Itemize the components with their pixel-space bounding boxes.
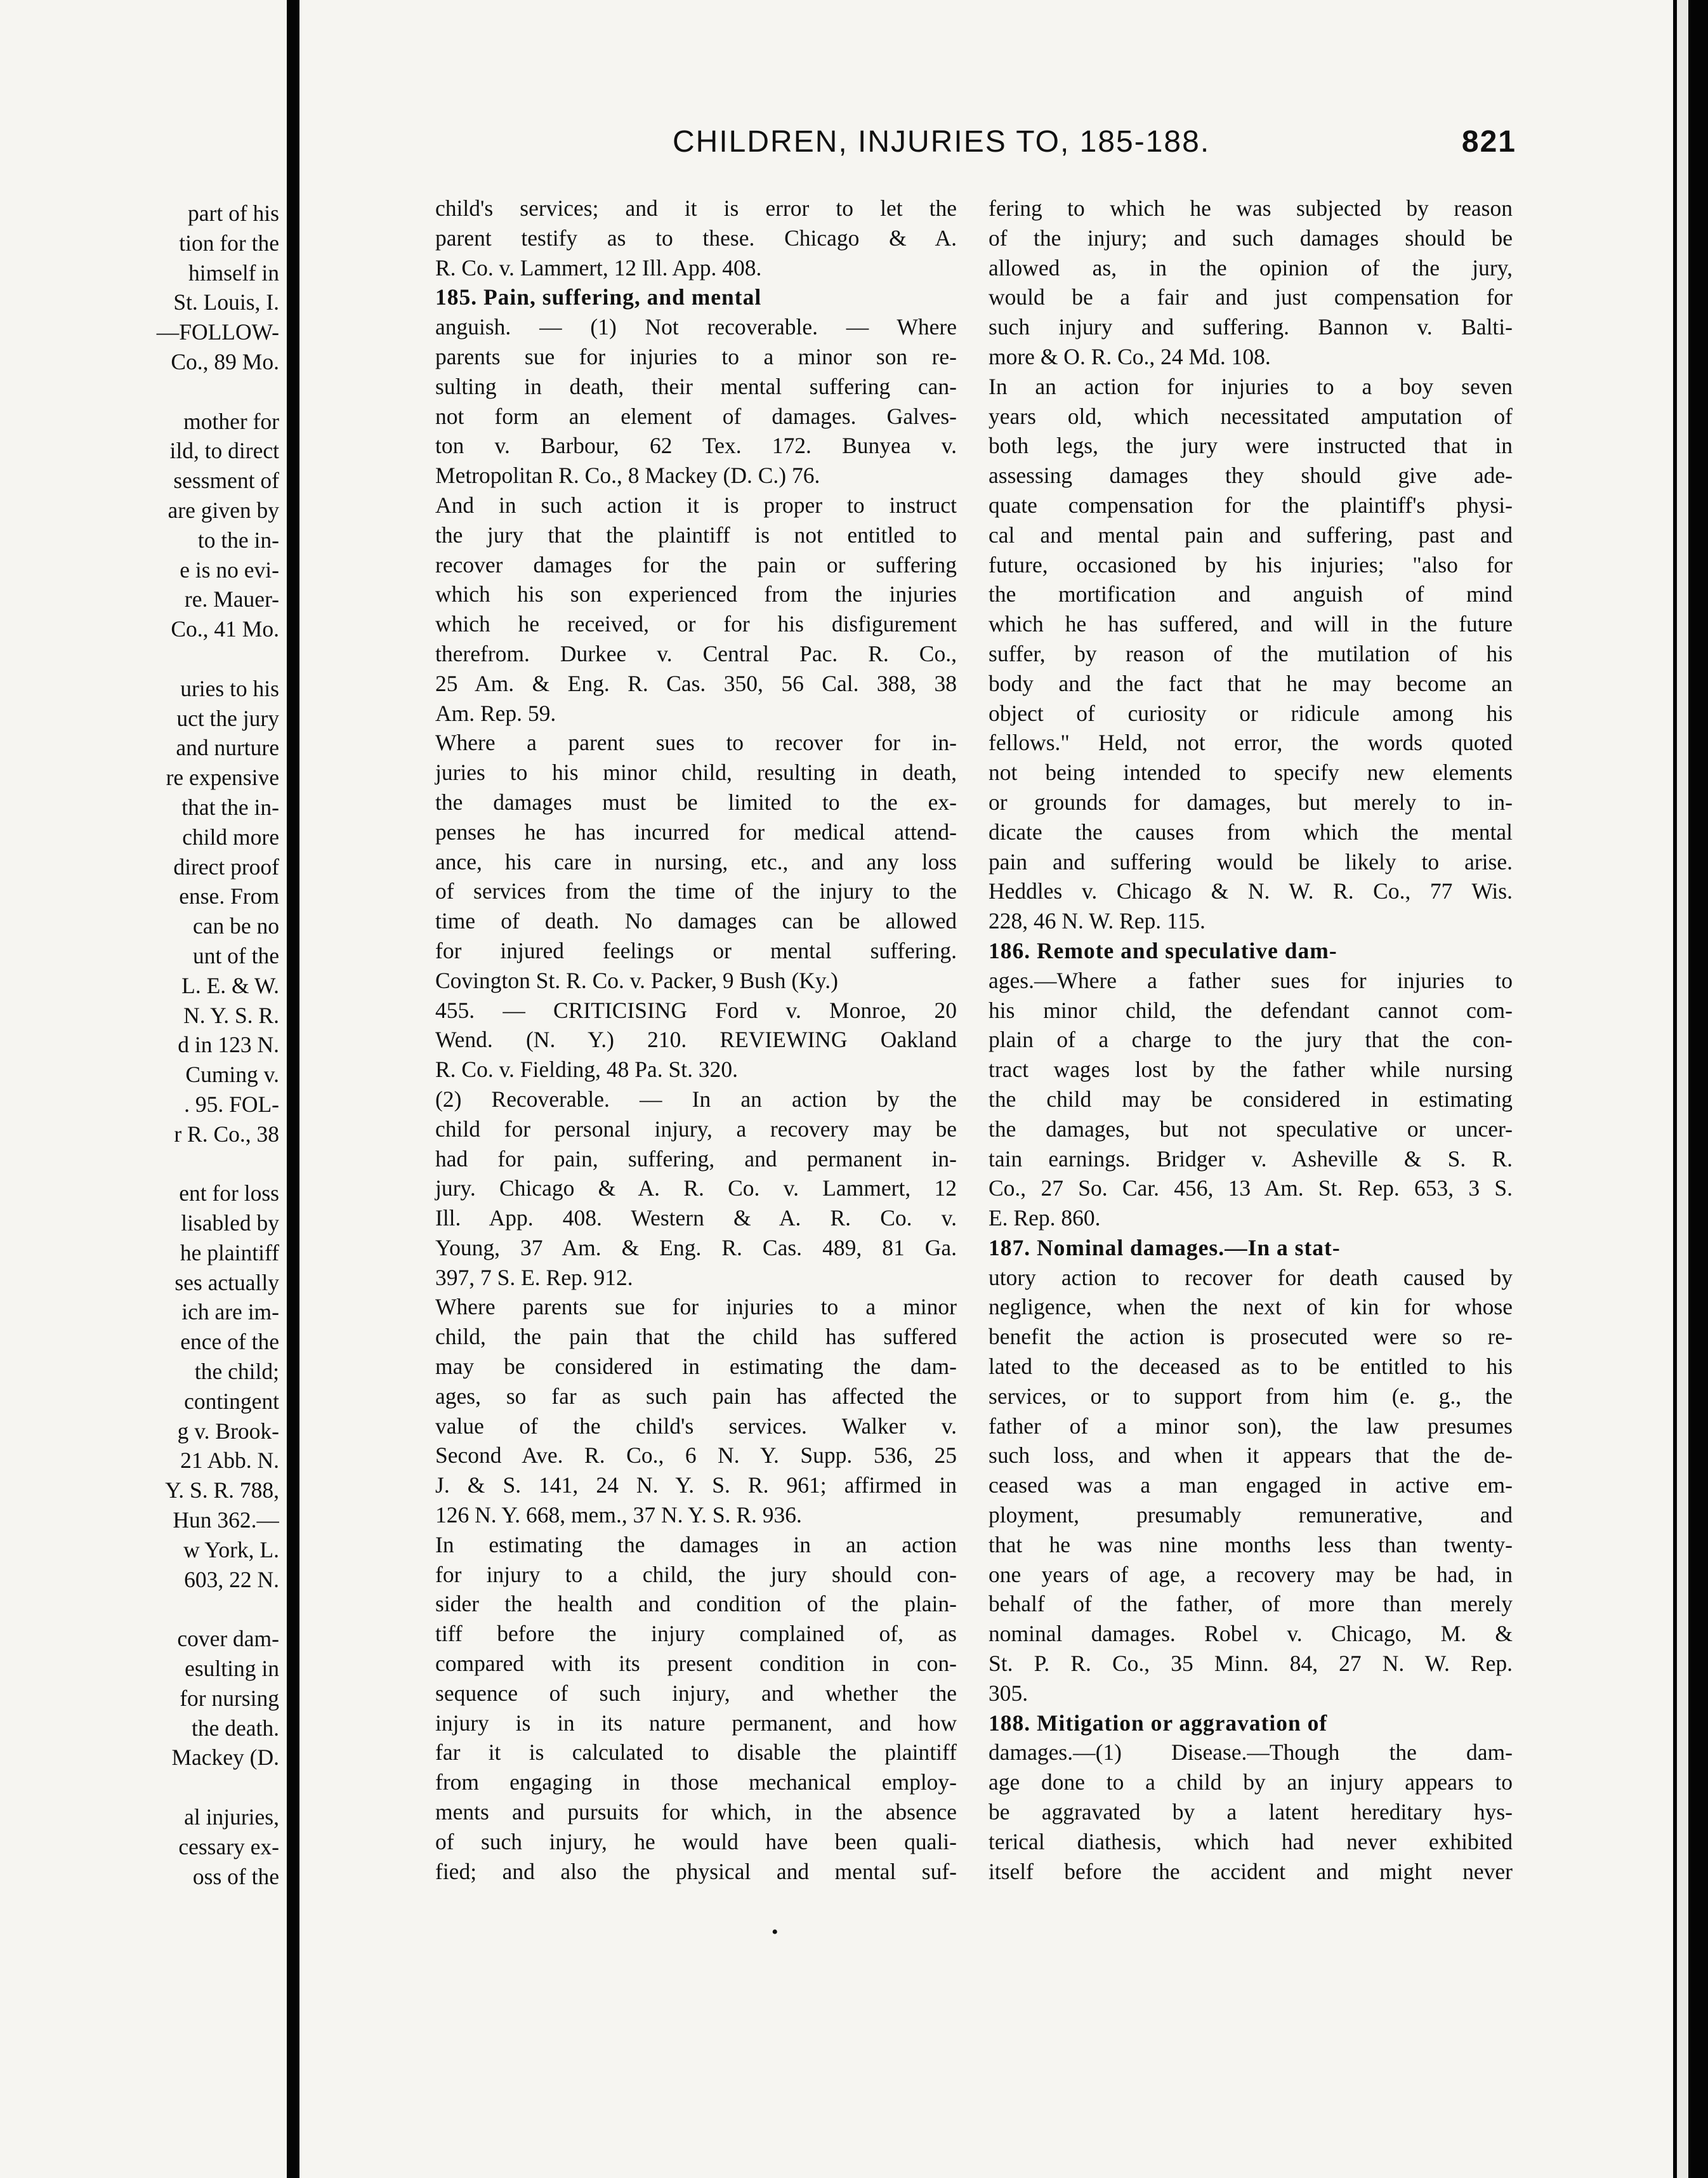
- text-line: E. Rep. 860.: [989, 1205, 1101, 1231]
- fragment-line: for nursing: [180, 1685, 279, 1711]
- text-line: parent testify as to these. Chicago & A.: [435, 225, 957, 251]
- text-line: tain earnings. Bridger v. Asheville & S. R.: [989, 1145, 1513, 1172]
- fragment-line: [0, 377, 279, 407]
- text-line: or grounds for damages, but merely to in-: [989, 789, 1513, 815]
- text-line: In an action for injuries to a boy seven: [989, 373, 1513, 399]
- text-line: for injury to a child, the jury should con-: [435, 1561, 957, 1587]
- text-line: compared with its present condition in con-: [435, 1651, 957, 1677]
- text-line: child, the pain that the child has suffered: [435, 1324, 957, 1350]
- text-line: be aggravated by a latent hereditary hys-: [989, 1799, 1513, 1825]
- text-line: not being intended to specify new elements: [989, 760, 1513, 786]
- text-line: fellows." Held, not error, the words quoted: [989, 730, 1513, 756]
- text-line: years old, which necessitated amputation of: [989, 403, 1513, 429]
- text-line: quate compensation for the plaintiff's physi-: [989, 492, 1513, 518]
- text-line: not form an element of damages. Galves-: [435, 403, 957, 429]
- text-line: which he has suffered, and will in the future: [989, 611, 1513, 637]
- text-line: behalf of the father, of more than merely: [989, 1591, 1513, 1617]
- fragment-line: contingent: [184, 1388, 279, 1414]
- text-line: Metropolitan R. Co., 8 Mackey (D. C.) 76.: [435, 463, 820, 489]
- text-line: Am. Rep. 59.: [435, 700, 556, 726]
- text-line: ments and pursuits for which, in the absence: [435, 1799, 957, 1825]
- text-line: Wend. (N. Y.) 210. REVIEWING Oakland: [435, 1027, 957, 1053]
- text-line: the damages, but not speculative or uncer-: [989, 1116, 1513, 1142]
- fragment-line: unt of the: [192, 942, 279, 968]
- fragment-line: uct the jury: [176, 705, 279, 731]
- text-line: lated to the deceased as to be entitled to his: [989, 1354, 1513, 1380]
- text-line: the mortification and anguish of mind: [989, 581, 1513, 607]
- text-line: In estimating the damages in an action: [435, 1531, 957, 1557]
- text-line: Young, 37 Am. & Eng. R. Cas. 489, 81 Ga.: [435, 1234, 957, 1260]
- fragment-line: the child;: [194, 1359, 279, 1385]
- text-line: of the injury; and such damages should be: [989, 225, 1513, 251]
- fragment-line: d in 123 N.: [178, 1032, 279, 1058]
- fragment-line: esulting in: [185, 1656, 279, 1682]
- text-line: 305.: [989, 1680, 1028, 1706]
- text-line: injury is in its nature permanent, and how: [435, 1710, 957, 1736]
- text-line: more & O. R. Co., 24 Md. 108.: [989, 343, 1271, 369]
- text-line: such loss, and when it appears that the de-: [989, 1442, 1513, 1468]
- text-line: the child may be considered in estimating: [989, 1086, 1513, 1112]
- text-line: R. Co. v. Fielding, 48 Pa. St. 320.: [435, 1057, 738, 1083]
- text-line: 186. Remote and speculative dam-: [989, 937, 1337, 963]
- text-line: tiff before the injury complained of, as: [435, 1621, 957, 1647]
- fragment-line: ense. From: [179, 883, 279, 909]
- fragment-line: g v. Brook-: [177, 1418, 279, 1444]
- fragment-line: re expensive: [166, 765, 279, 791]
- fragment-line: sessment of: [173, 468, 279, 494]
- text-line: cal and mental pain and suffering, past and: [989, 522, 1513, 548]
- text-line: nominal damages. Robel v. Chicago, M. &: [989, 1621, 1513, 1647]
- text-line: 126 N. Y. 668, mem., 37 N. Y. S. R. 936.: [435, 1502, 802, 1528]
- middle-column: [435, 194, 957, 1886]
- text-line: from engaging in those mechanical employ-: [435, 1769, 957, 1795]
- fragment-line: Hun 362.—: [173, 1507, 279, 1533]
- text-line: dicate the causes from which the mental: [989, 819, 1513, 845]
- text-line: parents sue for injuries to a minor son re-: [435, 343, 957, 369]
- text-line: pain and suffering would be likely to arise.: [989, 848, 1513, 874]
- text-line: suffer, by reason of the mutilation of his: [989, 640, 1513, 666]
- text-line: child for personal injury, a recovery may be: [435, 1116, 957, 1142]
- text-line: sider the health and condition of the plain-: [435, 1591, 957, 1617]
- fragment-line: that the in-: [181, 794, 279, 820]
- fragment-line: —FOLLOW-: [156, 319, 279, 345]
- text-line: far it is calculated to disable the plaintiff: [435, 1739, 957, 1766]
- text-line: which his son experienced from the injuries: [435, 581, 957, 607]
- text-line: had for pain, suffering, and permanent in-: [435, 1145, 957, 1172]
- left-page-fragment: [0, 0, 287, 2178]
- text-line: itself before the accident and might never: [989, 1858, 1513, 1884]
- text-line: plain of a charge to the jury that the con-: [989, 1027, 1513, 1053]
- fragment-line: N. Y. S. R.: [183, 1002, 279, 1028]
- fragment-line: 21 Abb. N.: [180, 1448, 279, 1474]
- text-line: And in such action it is proper to instruct: [435, 492, 957, 518]
- fragment-line: r R. Co., 38: [174, 1121, 279, 1147]
- fragment-line: [0, 644, 279, 674]
- text-line: tract wages lost by the father while nursing: [989, 1057, 1513, 1083]
- page-mark: •: [772, 1922, 778, 1943]
- fragment-line: cessary ex-: [178, 1833, 279, 1859]
- fragment-line: w York, L.: [183, 1536, 279, 1562]
- text-line: Where parents sue for injuries to a minor: [435, 1294, 957, 1320]
- text-line: utory action to recover for death caused by: [989, 1264, 1513, 1290]
- text-line: would be a fair and just compensation for: [989, 284, 1513, 310]
- text-line: Where a parent sues to recover for in-: [435, 730, 957, 756]
- text-line: sulting in death, their mental suffering can-: [435, 373, 957, 399]
- fragment-line: . 95. FOL-: [184, 1091, 279, 1117]
- text-line: juries to his minor child, resulting in death,: [435, 760, 957, 786]
- text-line: 25 Am. & Eng. R. Cas. 350, 56 Cal. 388, 38: [435, 670, 957, 696]
- text-line: his minor child, the defendant cannot com-: [989, 997, 1513, 1023]
- right-column: [989, 194, 1513, 1886]
- fragment-line: Cuming v.: [185, 1062, 279, 1088]
- text-line: Ill. App. 408. Western & A. R. Co. v.: [435, 1205, 957, 1231]
- fragment-line: ild, to direct: [169, 438, 279, 464]
- fragment-line: direct proof: [173, 854, 279, 880]
- fragment-line: himself in: [188, 260, 279, 286]
- fragment-line: uries to his: [180, 675, 279, 701]
- fragment-line: he plaintiff: [180, 1239, 279, 1265]
- fragment-line: cover dam-: [177, 1626, 279, 1652]
- fragment-line: Y. S. R. 788,: [165, 1477, 279, 1503]
- text-line: 228, 46 N. W. Rep. 115.: [989, 908, 1205, 934]
- fragment-line: 603, 22 N.: [184, 1566, 279, 1592]
- text-line: negligence, when the next of kin for whose: [989, 1294, 1513, 1320]
- fragment-line: ses actually: [174, 1269, 279, 1295]
- fragment-line: mother for: [183, 408, 279, 434]
- fragment-line: al injuries,: [184, 1804, 279, 1830]
- text-line: ton v. Barbour, 62 Tex. 172. Bunyea v.: [435, 433, 957, 459]
- fragment-line: the death.: [192, 1715, 279, 1741]
- fragment-line: e is no evi-: [180, 557, 279, 583]
- fragment-line: can be no: [192, 913, 279, 939]
- text-line: 185. Pain, suffering, and mental: [435, 284, 762, 310]
- text-line: jury. Chicago & A. R. Co. v. Lammert, 12: [435, 1175, 957, 1201]
- text-line: ance, his care in nursing, etc., and any loss: [435, 848, 957, 874]
- fragment-line: ence of the: [180, 1329, 279, 1355]
- text-line: value of the child's services. Walker v.: [435, 1413, 957, 1439]
- fragment-line: St. Louis, I.: [173, 289, 279, 315]
- fragment-line: ich are im-: [181, 1299, 279, 1325]
- text-line: which he received, or for his disfigurement: [435, 611, 957, 637]
- fragment-line: [0, 1149, 279, 1179]
- text-line: assessing damages they should give ade-: [989, 463, 1513, 489]
- text-line: terical diathesis, which had never exhibited: [989, 1828, 1513, 1854]
- text-line: may be considered in estimating the dam-: [435, 1354, 957, 1380]
- text-line: object of curiosity or ridicule among his: [989, 700, 1513, 726]
- fragment-line: [0, 1594, 279, 1624]
- text-line: allowed as, in the opinion of the jury,: [989, 254, 1513, 280]
- text-line: of services from the time of the injury to the: [435, 878, 957, 904]
- text-line: ages.—Where a father sues for injuries to: [989, 967, 1513, 993]
- fragment-line: tion for the: [179, 230, 279, 256]
- text-line: that he was nine months less than twenty-: [989, 1531, 1513, 1557]
- fragment-line: are given by: [168, 497, 279, 523]
- fragment-line: ent for loss: [179, 1180, 279, 1206]
- text-line: father of a minor son), the law presumes: [989, 1413, 1513, 1439]
- page-title: CHILDREN, INJURIES TO, 185-188.: [673, 125, 1211, 159]
- text-line: child's services; and it is error to let the: [435, 195, 957, 221]
- text-line: J. & S. 141, 24 N. Y. S. R. 961; affirmed in: [435, 1472, 957, 1498]
- text-line: the jury that the plaintiff is not entitled to: [435, 522, 957, 548]
- text-line: Covington St. R. Co. v. Packer, 9 Bush (Ky.): [435, 967, 838, 993]
- text-line: recover damages for the pain or suffering: [435, 551, 957, 578]
- left-page-text: [0, 199, 279, 1891]
- fragment-line: and nurture: [176, 735, 279, 761]
- text-line: (2) Recoverable. — In an action by the: [435, 1086, 957, 1112]
- text-line: fering to which he was subjected by reason: [989, 195, 1513, 221]
- next-page-edge: [1673, 0, 1708, 2178]
- fragment-line: oss of the: [192, 1863, 279, 1889]
- page-number: 821: [1461, 125, 1516, 159]
- text-line: Heddles v. Chicago & N. W. R. Co., 77 Wis.: [989, 878, 1513, 904]
- text-line: 187. Nominal damages.—In a stat-: [989, 1234, 1341, 1260]
- fragment-line: Mackey (D.: [171, 1745, 279, 1771]
- text-line: body and the fact that he may become an: [989, 670, 1513, 696]
- fragment-line: Co., 41 Mo.: [171, 616, 279, 642]
- text-line: of such injury, he would have been quali-: [435, 1828, 957, 1854]
- text-line: the damages must be limited to the ex-: [435, 789, 957, 815]
- fragment-line: [0, 1772, 279, 1802]
- fragment-line: part of his: [188, 201, 279, 226]
- text-line: age done to a child by an injury appears to: [989, 1769, 1513, 1795]
- fragment-line: Co., 89 Mo.: [171, 348, 279, 374]
- text-line: for injured feelings or mental suffering.: [435, 937, 957, 963]
- text-line: anguish. — (1) Not recoverable. — Where: [435, 314, 957, 340]
- text-line: both legs, the jury were instructed that in: [989, 433, 1513, 459]
- text-line: future, occasioned by his injuries; "also for: [989, 551, 1513, 578]
- running-head: [673, 124, 1516, 159]
- fragment-line: re. Mauer-: [184, 586, 279, 612]
- fragment-line: to the in-: [197, 527, 279, 553]
- fragment-line: lisabled by: [181, 1210, 279, 1236]
- fragment-line: L. E. & W.: [181, 972, 279, 998]
- text-line: ployment, presumably remunerative, and: [989, 1502, 1513, 1528]
- text-line: Co., 27 So. Car. 456, 13 Am. St. Rep. 653, 3 S.: [989, 1175, 1513, 1201]
- text-line: benefit the action is prosecuted were so re-: [989, 1324, 1513, 1350]
- text-line: sequence of such injury, and whether the: [435, 1680, 957, 1706]
- text-line: time of death. No damages can be allowed: [435, 908, 957, 934]
- text-line: therefrom. Durkee v. Central Pac. R. Co.,: [435, 640, 957, 666]
- text-line: services, or to support from him (e. g., the: [989, 1383, 1513, 1409]
- text-line: 188. Mitigation or aggravation of: [989, 1710, 1328, 1736]
- text-line: fied; and also the physical and mental suf-: [435, 1858, 957, 1884]
- text-line: ceased was a man engaged in active em-: [989, 1472, 1513, 1498]
- text-line: such injury and suffering. Bannon v. Balti-: [989, 314, 1513, 340]
- text-line: 455. — CRITICISING Ford v. Monroe, 20: [435, 997, 957, 1023]
- text-line: 397, 7 S. E. Rep. 912.: [435, 1264, 633, 1290]
- text-line: one years of age, a recovery may be had, in: [989, 1561, 1513, 1587]
- text-line: penses he has incurred for medical attend-: [435, 819, 957, 845]
- text-line: R. Co. v. Lammert, 12 Ill. App. 408.: [435, 254, 762, 280]
- text-line: damages.—(1) Disease.—Though the dam-: [989, 1739, 1513, 1766]
- text-line: Second Ave. R. Co., 6 N. Y. Supp. 536, 25: [435, 1442, 957, 1468]
- text-line: ages, so far as such pain has affected the: [435, 1383, 957, 1409]
- text-line: St. P. R. Co., 35 Minn. 84, 27 N. W. Rep.: [989, 1651, 1513, 1677]
- fragment-line: child more: [182, 824, 279, 850]
